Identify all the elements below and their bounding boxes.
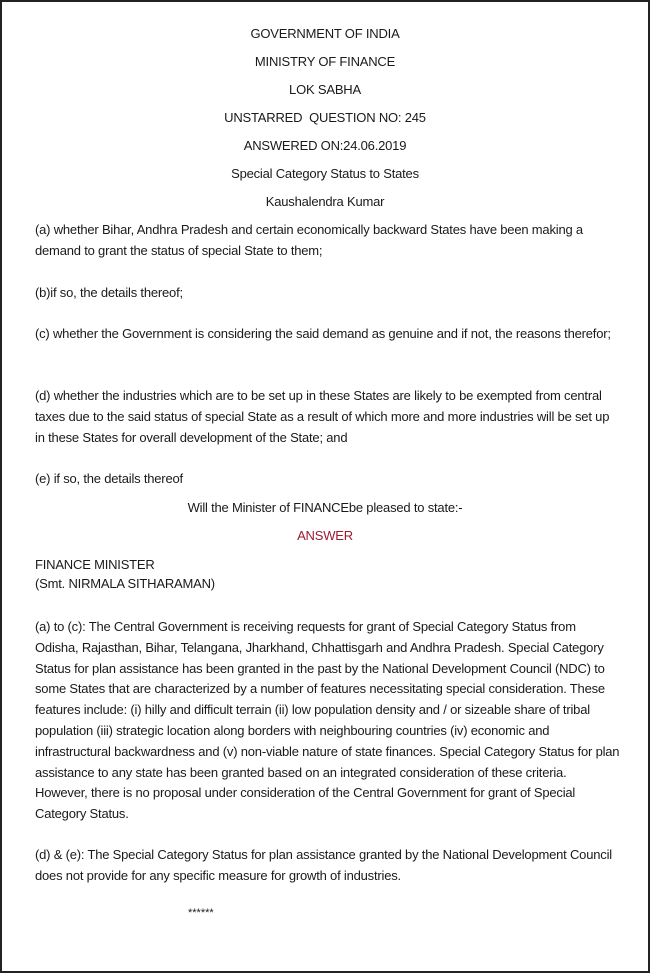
question-a: (a) whether Bihar, Andhra Pradesh and certain economically backward States have been making a demand to grant the status of special State to them; (35, 222, 583, 258)
question-subject: Special Category Status to States (231, 166, 419, 181)
end-marker: ****** (188, 907, 214, 919)
minister-name: (Smt. NIRMALA SITHARAMAN) (35, 576, 215, 591)
answer-a-to-c: (a) to (c): The Central Government is receiving requests for grant of Special Category Status from Odisha, Rajasthan, Bihar, Telangana, Jharkhand, Chhattisgarh and Andhra Pradesh. Special Category Status for plan assistance has been granted in the past by the National Development Council (NDC) to some States that are characterized by a number of features necessitating special consideration. These features include: (i) hilly and difficult terrain (ii) low population density and / or sizeable share of tribal population (iii) strategic location along borders with neighbouring countries (iv) economic and infrastructural backwardness and (v) non-viable nature of state finances. Special Category Status for plan assistance to any state has been granted based on an integrated consideration of these criteria. However, there is no proposal under consideration of the Central Government for grant of Special Category Status. (35, 619, 620, 822)
minister-request: Will the Minister of FINANCEbe pleased to state:- (187, 500, 463, 515)
question-number: UNSTARRED QUESTION NO: 245 (224, 110, 426, 125)
question-e: (e) if so, the details thereof (35, 471, 183, 486)
house-heading: LOK SABHA (289, 82, 361, 97)
question-b: (b)if so, the details thereof; (35, 285, 183, 300)
question-d: (d) whether the industries which are to be set up in these States are likely to be exempted from central taxes due to the said status of special State as a result of which more and more industries will be set up in these States for overall development of the State; and (35, 388, 610, 445)
answer-heading: ANSWER (297, 528, 353, 543)
minister-title: FINANCE MINISTER (35, 557, 155, 572)
ministry-heading: MINISTRY OF FINANCE (254, 54, 396, 69)
answered-date: ANSWERED ON:24.06.2019 (243, 138, 407, 153)
government-heading: GOVERNMENT OF INDIA (250, 26, 400, 41)
member-name: Kaushalendra Kumar (265, 194, 385, 209)
answer-d-and-e: (d) & (e): The Special Category Status for plan assistance granted by the National Development Council does not provide for any specific measure for growth of industries. (35, 847, 612, 883)
question-c: (c) whether the Government is considering the said demand as genuine and if not, the reasons therefor; (35, 326, 611, 341)
